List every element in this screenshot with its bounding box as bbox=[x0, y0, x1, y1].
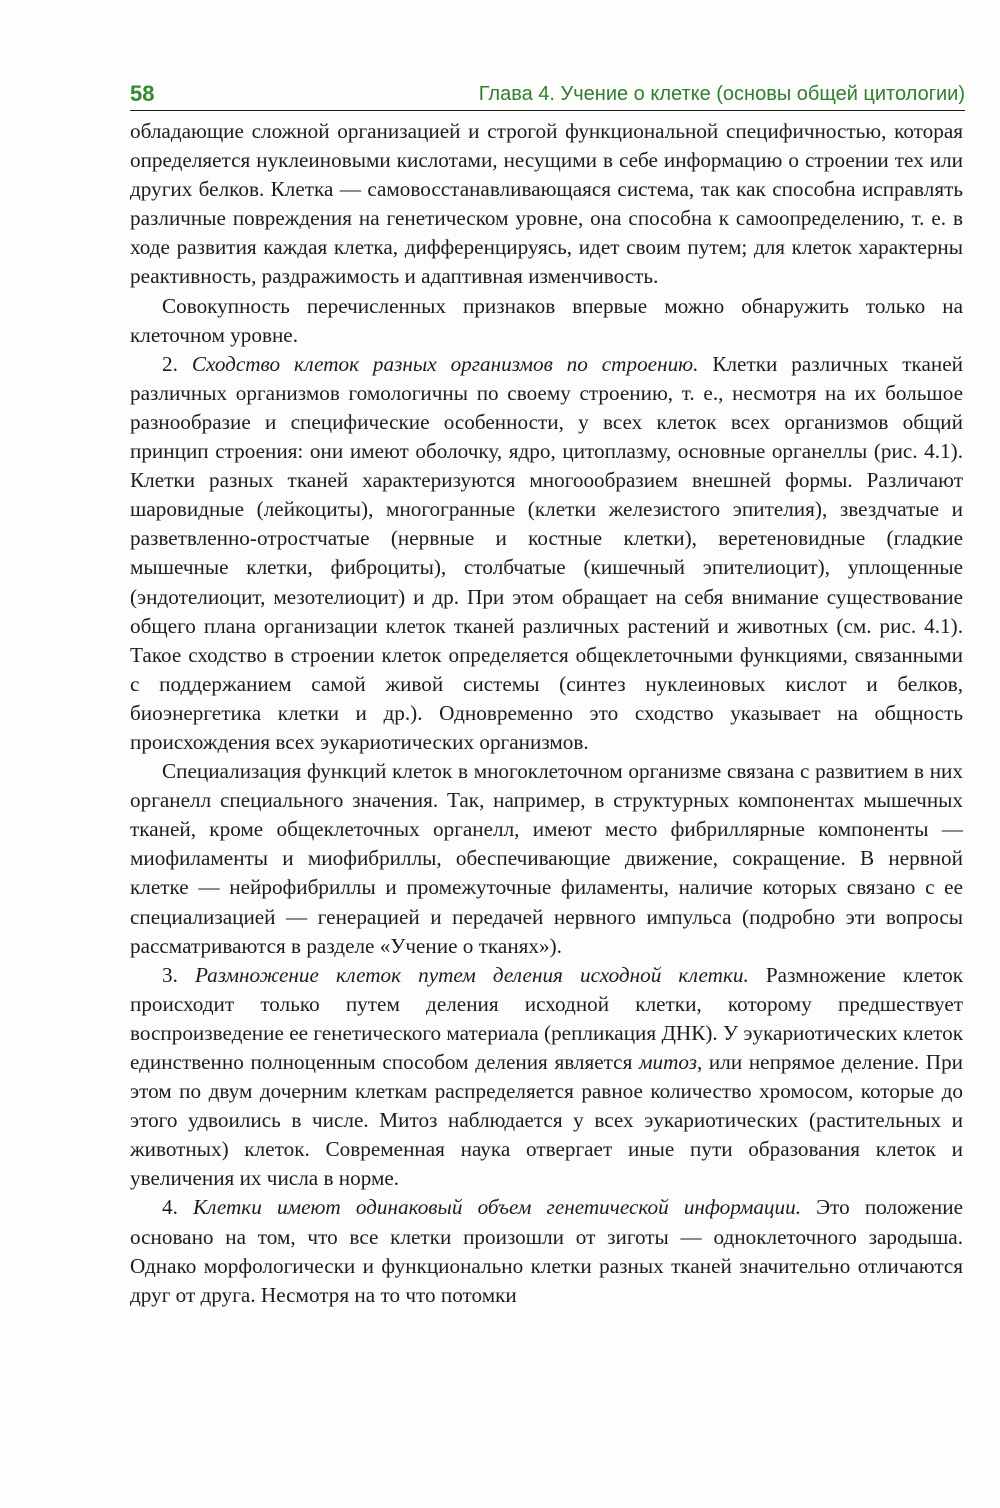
paragraph-text: Размножение клеток происходит только путем деления исходной клетки, которому предшествует воспроизведение ее генетического материала (репликация ДНК). У эукариотических клеток единственно полноценным способом деления является bbox=[130, 962, 964, 1074]
chapter-title: Глава 4. Учение о клетке (основы общей цитологии) bbox=[478, 83, 965, 105]
paragraph-point-2 bbox=[130, 350, 963, 757]
page-number: 58 bbox=[130, 81, 155, 106]
point-number: 2. bbox=[162, 351, 178, 376]
term-italic: митоз bbox=[638, 1050, 697, 1074]
paragraph-continuation bbox=[130, 117, 963, 292]
point-number: 4. bbox=[162, 1195, 178, 1220]
paragraph bbox=[130, 757, 963, 961]
paragraph bbox=[130, 292, 963, 350]
paragraph-text-continued: , или непрямое деление. При этом по двум дочерним клеткам распределяется равное количество хромосом, которые до этого удвоились в числе. Митоз наблюдается у всех эукариотических (растительных и животных) клеток. Современная наука отвергает иные пути образования клеток и увеличения их числа в норме. bbox=[130, 1050, 963, 1191]
point-number: 3. bbox=[162, 962, 178, 987]
point-heading: Сходство клеток разных организмов по строению. bbox=[191, 351, 699, 376]
running-header bbox=[130, 80, 965, 111]
body-text bbox=[130, 117, 963, 1310]
point-heading: Клетки имеют одинаковый объем генетической информации. bbox=[193, 1195, 802, 1220]
paragraph-text: обладающие сложной организацией и строгой функциональной специфичностью, которая определяется нуклеиновыми кислотами, несущими в себе информацию о строении тех или других белков. Клетка — самовосстанавливающаяся система, так как способна исправлять различные повреждения на генетическом уровне, она способна к самоопределению, т. е. в ходе развития каждая клетка, дифференцируясь, идет своим путем; для клеток характерны реактивность, раздражимость и адаптивная изменчивость. bbox=[130, 119, 963, 289]
paragraph-text: Совокупность перечисленных признаков впервые можно обнаружить только на клеточном уровне. bbox=[130, 293, 963, 347]
point-heading: Размножение клеток путем деления исходной клетки. bbox=[195, 962, 749, 987]
paragraph-text: Клетки различных тканей различных организмов гомологичны по своему строению, т. е., несмотря на их большое разнообразие и специфические особенности, у всех клеток всех организмов общий принцип строения: они имеют оболочку, ядро, цитоплазму, основные органеллы (рис. 4.1). Клетки разных тканей характеризуются многоообразием внешней формы. Различают шаровидные (лейкоциты), многогранные (клетки железистого эпителия), звездчатые и разветвленно-отростчатые (нервные и костные клетки), веретеновидные (гладкие мышечные клетки, фиброциты), столбчатые (кишечный эпителиоцит), уплощенные (эндотелиоцит, мезотелиоцит) и др. При этом обращает на себя внимание существование общего плана организации клеток тканей различных растений и животных (см. рис. 4.1). Такое сходство в строении клеток определяется общеклеточными функциями, связанными с поддержанием самой живой системы (синтез нуклеиновых кислот и белков, биоэнергетика клетки и др.). Одновременно это сходство указывает на общность происхождения всех эукариотических организмов. bbox=[130, 351, 963, 754]
paragraph-point-4 bbox=[130, 1193, 963, 1309]
paragraph-text: Специализация функций клеток в многоклеточном организме связана с развитием в них органелл специального значения. Так, например, в структурных компонентах мышечных тканей, кроме общеклеточных органелл, имеют место фибриллярные компоненты — миофиламенты и миофибриллы, обеспечивающие движение, сокращение. В нервной клетке — нейрофибриллы и промежуточные филаменты, наличие которых связано с ее специализацией — генерацией и передачей нервного импульса (подробно эти вопросы рассматриваются в разделе «Учение о тканях»). bbox=[130, 759, 963, 958]
paragraph-point-3 bbox=[130, 961, 963, 1194]
paragraph-text: Это положение основано на том, что все клетки произошли от зиготы — одноклеточного зародыша. Однако морфологически и функционально клетки разных тканей значительно отличаются друг от друга. Несмотря на то что потомки bbox=[130, 1195, 964, 1307]
